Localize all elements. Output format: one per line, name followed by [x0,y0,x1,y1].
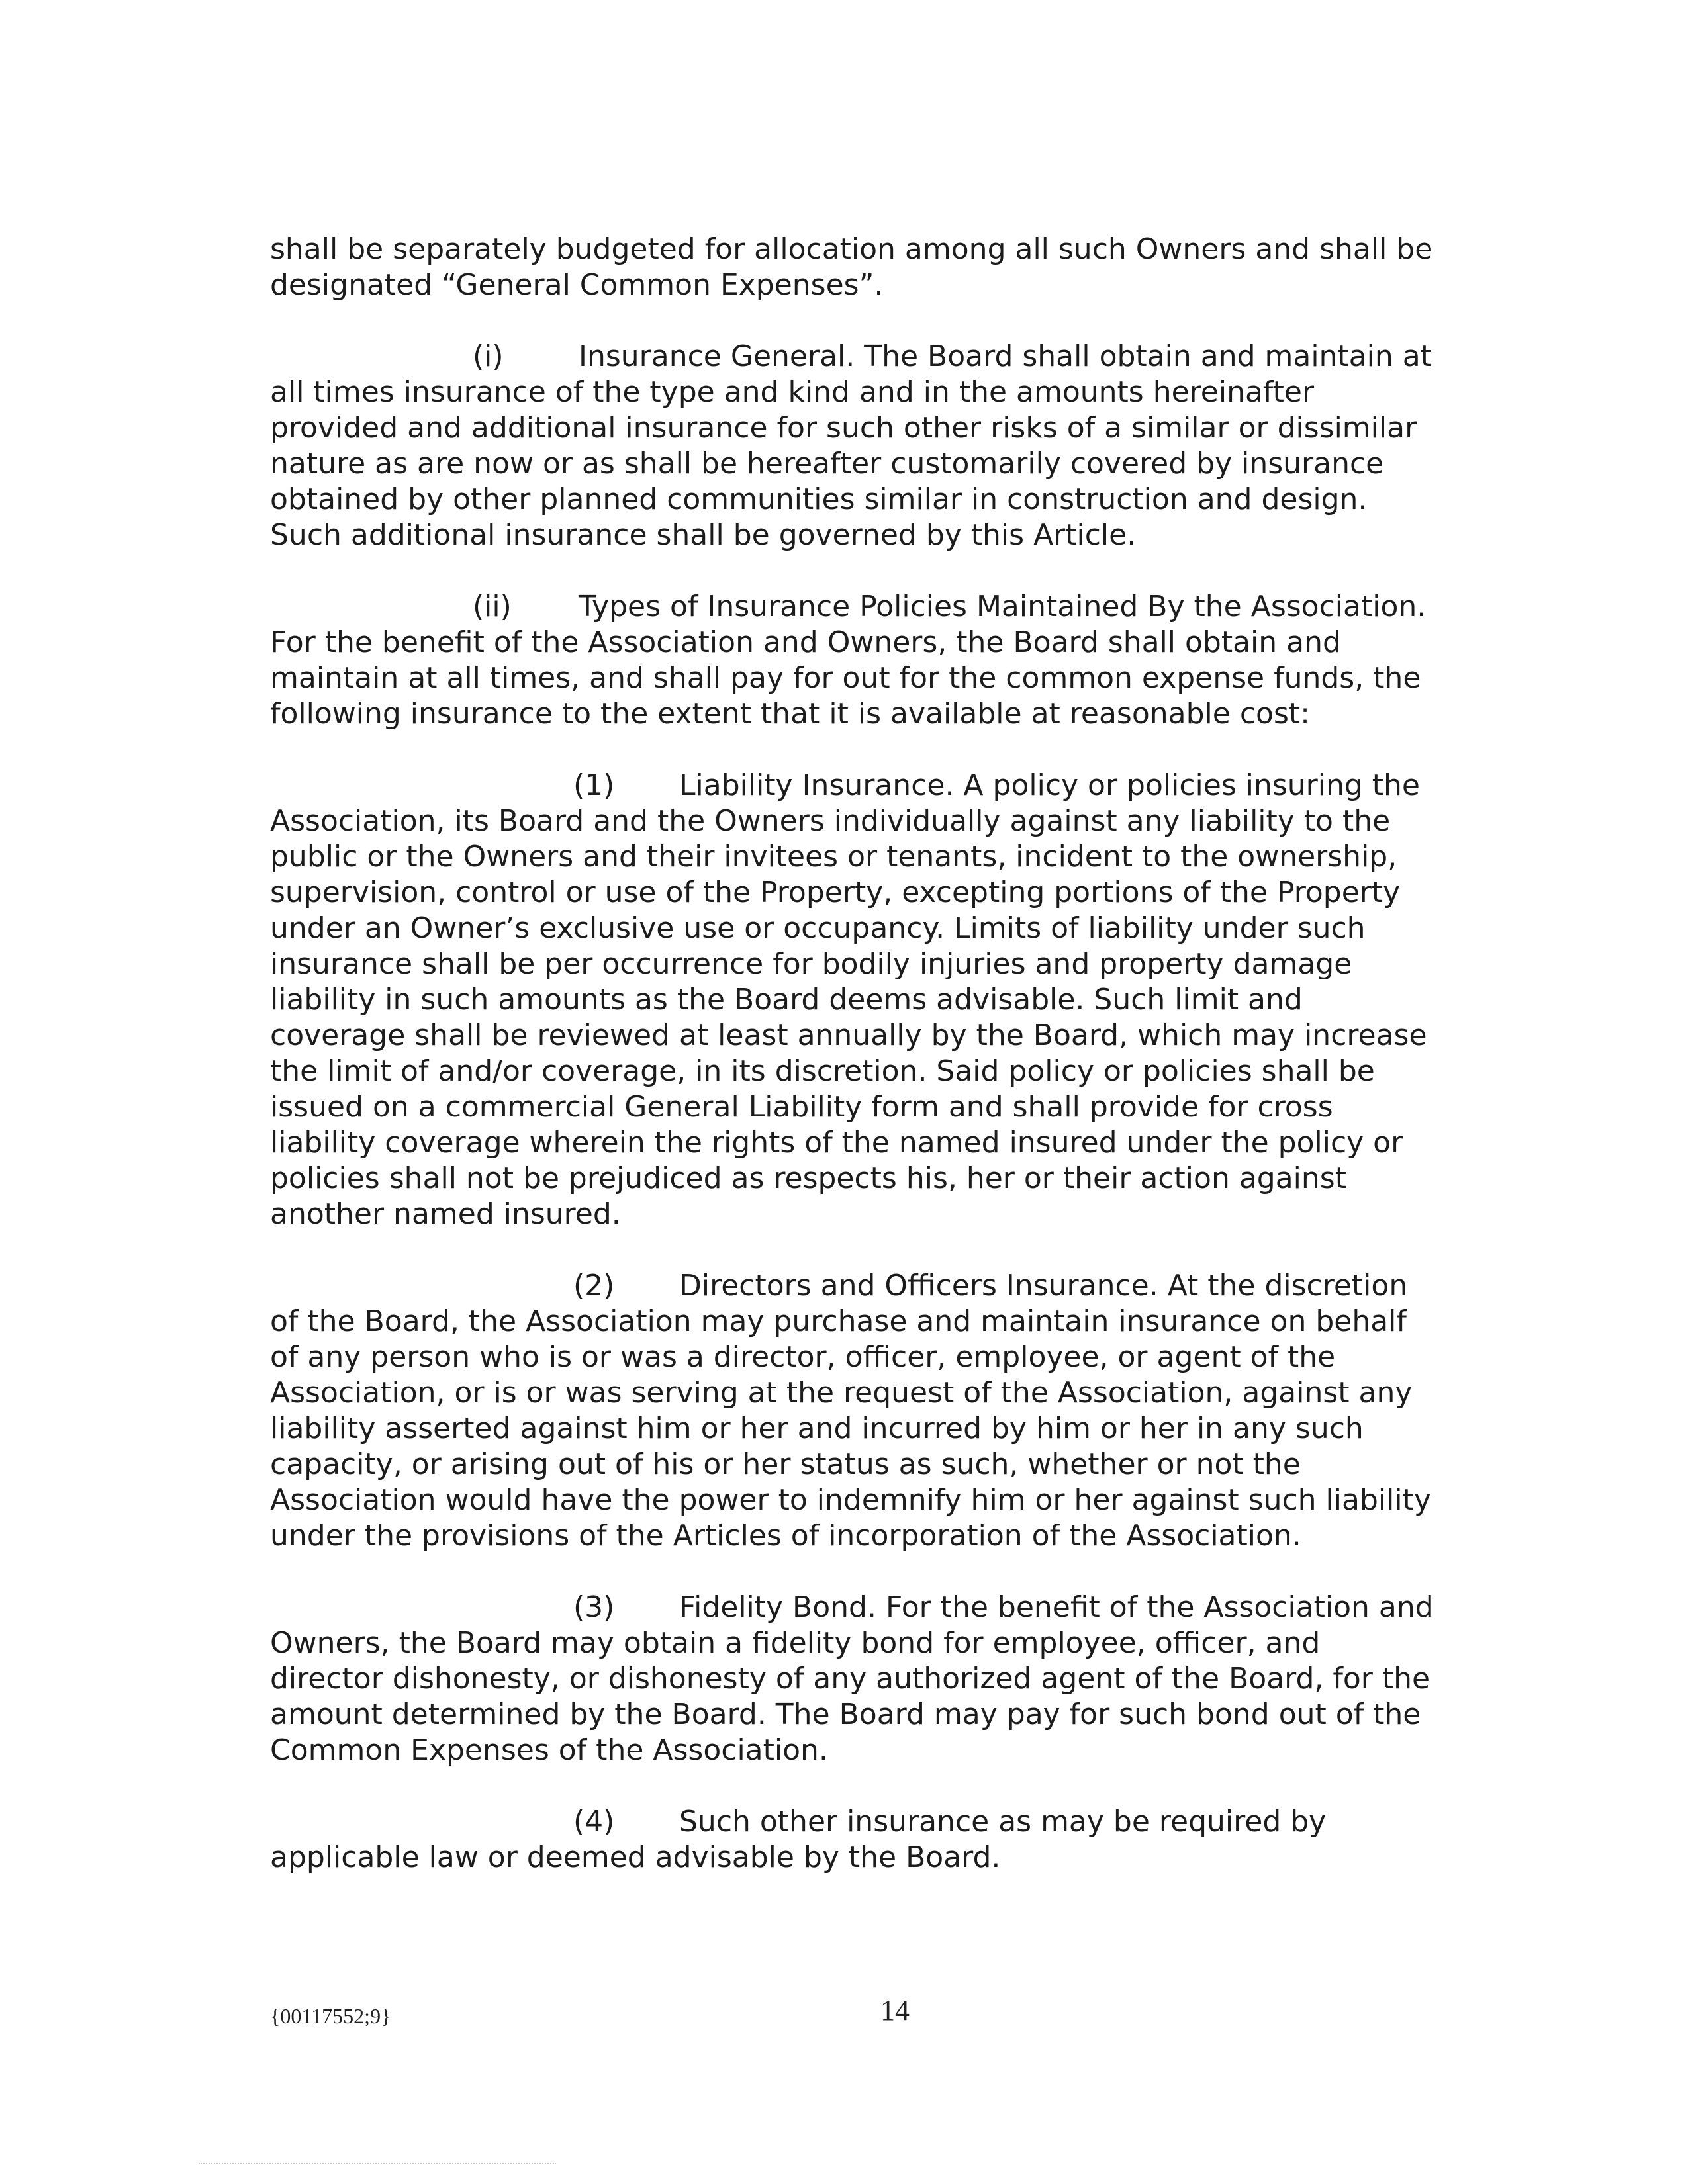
paragraph-text: Types of Insurance Policies Maintained By the Association. For the benefit of the Association and Owners, the Board shall obtain and maintain at all times, and shall pay for out for the common expense funds, the following insurance to the extent that it is available at reasonable cost: [270,590,1427,731]
paragraph-insurance-general [270,339,1435,553]
paragraph-number: (i) [473,340,504,373]
footer-document-id: {00117552;9} [270,2004,391,2028]
paragraph-text: Insurance General. The Board shall obtain and maintain at all times insurance of the type and kind and in the amounts hereinafter provided and additional insurance for such other risks of a similar or dissimilar nature as are now or as shall be hereafter customarily covered by insurance obtained by other planned communities similar in construction and design. Such additional insurance shall be governed by this Article. [270,340,1432,552]
paragraph-text: Directors and Officers Insurance. At the discretion of the Board, the Association may purchase and maintain insurance on behalf of any person who is or was a director, officer, employee, or agent of the Association, or is or was serving at the request of the Association, against any liability asserted against him or her and incurred by him or her in any such capacity, or arising out of his or her status as such, whether or not the Association would have the power to indemnify him or her against such liability under the provisions of the Articles of incorporation of the Association. [270,1269,1431,1553]
paragraph-continuation [270,232,1435,303]
paragraph-number: (ii) [473,590,512,623]
paragraph-number: (1) [573,768,615,802]
paragraph-fidelity-bond [270,1590,1435,1768]
paragraph-types-of-insurance [270,589,1435,732]
paragraph-text: Fidelity Bond. For the benefit of the Association and Owners, the Board may obtain a fidelity bond for employee, officer, and director dishonesty, or dishonesty of any authorized agent of the Board, for the amount determined by the Board. The Board may pay for such bond out of the Common Expenses of the Association. [270,1590,1434,1767]
scan-artifact-line [199,2163,556,2165]
paragraph-number: (2) [573,1269,615,1302]
paragraph-text: Liability Insurance. A policy or policies insuring the Association, its Board and the Owners individually against any liability to the public or the Owners and their invitees or tenants, incident to the ownership, supervision, control or use of the Property, excepting portions of the Property under an Owner’s exclusive use or occupancy. Limits of liability under such insurance shall be per occurrence for bodily injuries and property damage liability in such amounts as the Board deems advisable. Such limit and coverage shall be reviewed at least annually by the Board, which may increase the limit of and/or coverage, in its discretion. Said policy or policies shall be issued on a commercial General Liability form and shall provide for cross liability coverage wherein the rights of the named insured under the policy or policies shall not be prejudiced as respects his, her or their action against another named insured. [270,768,1427,1231]
paragraph-text: Such other insurance as may be required by applicable law or deemed advisable by the Board. [270,1805,1327,1874]
paragraph-text: shall be separately budgeted for allocation among all such Owners and shall be designated “General Common Expenses”. [270,232,1433,302]
page-number: 14 [880,1994,910,2026]
paragraph-other-insurance [270,1804,1435,1876]
document-body [270,232,1435,1911]
paragraph-number: (4) [573,1805,615,1839]
paragraph-directors-officers-insurance [270,1268,1435,1554]
paragraph-number: (3) [573,1590,615,1624]
paragraph-liability-insurance [270,768,1435,1232]
